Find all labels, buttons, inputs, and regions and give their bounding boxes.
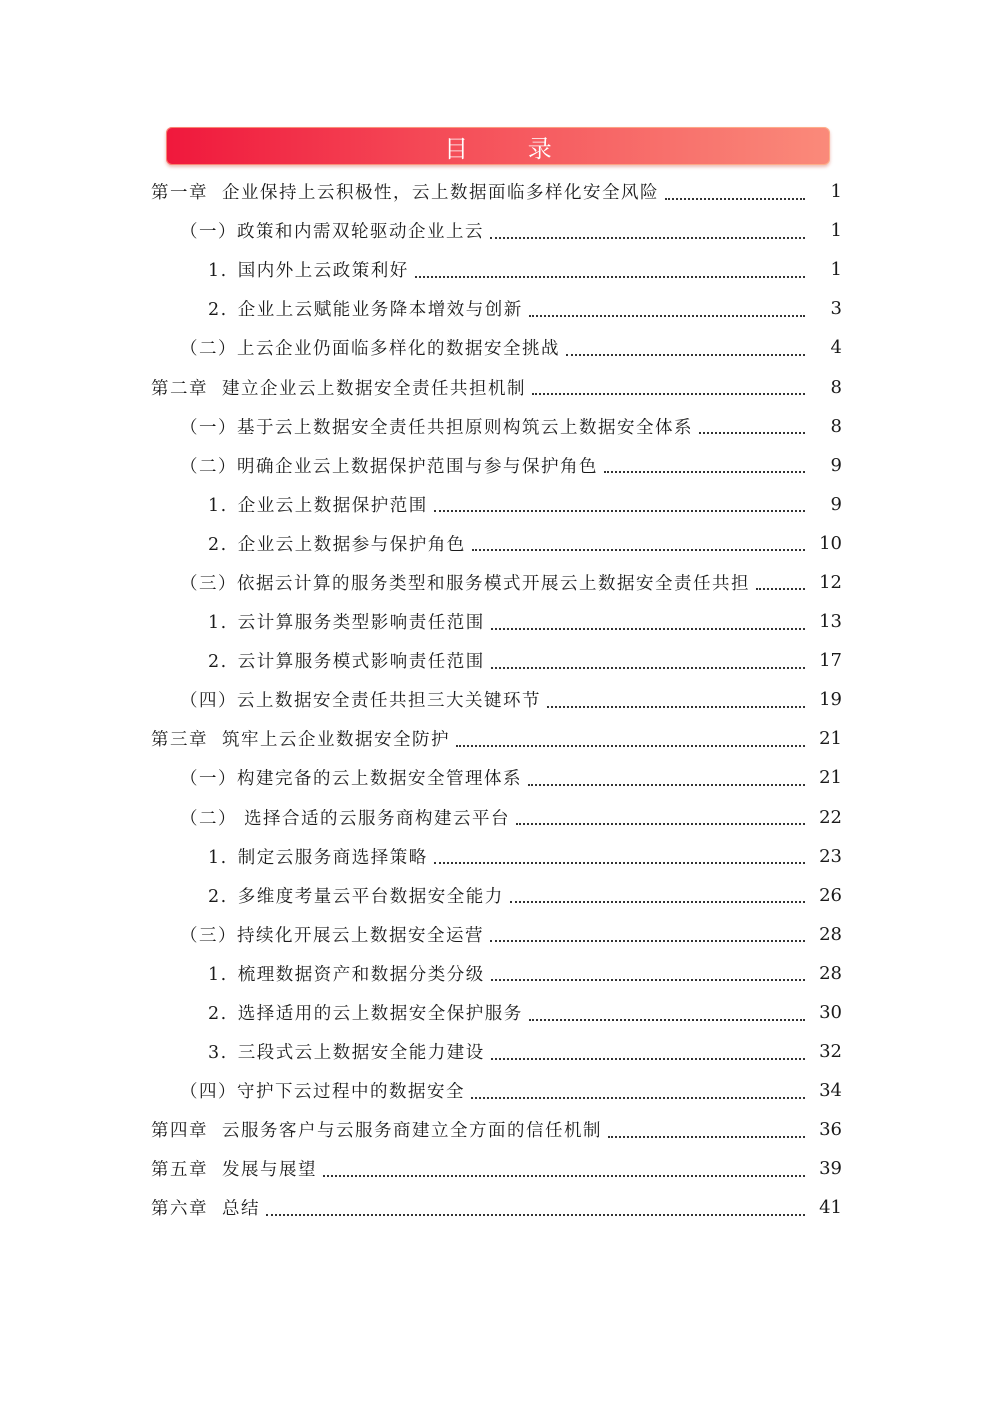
- toc-page-number: 3: [830, 298, 842, 320]
- toc-entry-label: [151, 1117, 602, 1142]
- toc-page-number: 26: [819, 884, 842, 906]
- toc-entry-label: [208, 1000, 523, 1025]
- toc-entry-text: 企业云上数据参与保护角色: [237, 534, 466, 555]
- toc-entry[interactable]: [0, 563, 992, 602]
- toc-entry-text: 国内外上云政策利好: [237, 261, 409, 282]
- toc-entry-text: （二）上云企业仍面临多样化的数据安全挑战: [180, 339, 560, 360]
- toc-page-number: 39: [819, 1158, 842, 1180]
- toc-page-number: 21: [819, 728, 842, 750]
- toc-entry[interactable]: [0, 172, 992, 211]
- toc-entry-text: （二） 选择合适的云服务商构建云平台: [180, 808, 511, 829]
- table-of-contents: [0, 172, 992, 1228]
- toc-entry-label: [180, 218, 484, 243]
- toc-entry-label: [208, 844, 428, 869]
- dot-leader: [456, 745, 805, 747]
- dot-leader: [490, 940, 805, 942]
- toc-entry[interactable]: [0, 602, 992, 641]
- toc-page-number: 36: [819, 1119, 842, 1141]
- toc-entry[interactable]: [0, 954, 992, 993]
- dot-leader: [490, 237, 805, 239]
- toc-page-number: 28: [819, 923, 842, 945]
- toc-entry-text: 制定云服务商选择策略: [237, 847, 428, 868]
- toc-entry-text: 企业上云赋能业务降本增效与创新: [237, 300, 523, 321]
- toc-entry-label: [180, 922, 484, 947]
- section-number: 2.: [208, 886, 228, 907]
- toc-entry-label: [151, 1195, 260, 1220]
- dot-leader: [415, 276, 805, 278]
- toc-page-number: 4: [830, 337, 842, 359]
- toc-entry-text: 三段式云上数据安全能力建设: [237, 1043, 485, 1064]
- chapter-number: 第三章: [151, 730, 208, 751]
- toc-page-number: 8: [830, 376, 842, 398]
- dot-leader: [434, 510, 805, 512]
- toc-entry-label: [151, 375, 526, 400]
- toc-page-number: 13: [819, 611, 842, 633]
- toc-entry[interactable]: [0, 289, 992, 328]
- toc-entry-label: [208, 609, 485, 634]
- toc-entry-text: 云计算服务类型影响责任范围: [237, 613, 485, 634]
- toc-entry-text: 企业云上数据保护范围: [237, 495, 428, 516]
- toc-page-number: 12: [819, 571, 842, 593]
- section-number: 1.: [208, 964, 228, 985]
- toc-title-banner: [166, 127, 830, 165]
- toc-entry[interactable]: [0, 1149, 992, 1188]
- toc-entry[interactable]: [0, 524, 992, 563]
- toc-entry[interactable]: [0, 719, 992, 758]
- toc-entry-label: [208, 648, 485, 673]
- chapter-number: 第一章: [151, 183, 208, 204]
- dot-leader: [323, 1175, 805, 1177]
- toc-entry-label: [208, 296, 523, 321]
- toc-entry-label: [208, 1039, 485, 1064]
- dot-leader: [566, 354, 805, 356]
- toc-entry-label: [180, 687, 541, 712]
- toc-page-number: 17: [819, 650, 842, 672]
- toc-entry-text: （一）政策和内需双轮驱动企业上云: [180, 222, 484, 243]
- toc-entry[interactable]: [0, 328, 992, 367]
- toc-entry-text: （一）基于云上数据安全责任共担原则构筑云上数据安全体系: [180, 417, 693, 438]
- toc-entry-label: [180, 570, 750, 595]
- toc-entry[interactable]: [0, 446, 992, 485]
- toc-entry-text: 企业保持上云积极性，云上数据面临多样化安全风险: [222, 183, 659, 204]
- toc-entry[interactable]: [0, 1071, 992, 1110]
- toc-entry[interactable]: [0, 1188, 992, 1227]
- dot-leader: [532, 393, 805, 395]
- chapter-number: 第六章: [151, 1199, 208, 1220]
- toc-entry-label: [151, 726, 450, 751]
- toc-entry-label: [180, 414, 693, 439]
- dot-leader: [699, 432, 805, 434]
- toc-entry-text: 梳理数据资产和数据分类分级: [237, 964, 485, 985]
- section-number: 1.: [208, 847, 228, 868]
- toc-entry[interactable]: [0, 1110, 992, 1149]
- toc-page-number: 23: [819, 845, 842, 867]
- dot-leader: [528, 784, 805, 786]
- dot-leader: [510, 901, 805, 903]
- chapter-number: 第四章: [151, 1121, 208, 1142]
- dot-leader: [472, 549, 805, 551]
- dot-leader: [491, 667, 805, 669]
- toc-entry[interactable]: [0, 367, 992, 406]
- toc-entry-text: 筑牢上云企业数据安全防护: [222, 730, 450, 751]
- toc-entry-label: [180, 1078, 465, 1103]
- toc-page-number: 32: [819, 1041, 842, 1063]
- toc-entry-text: 发展与展望: [222, 1160, 317, 1181]
- toc-entry-label: [180, 765, 522, 790]
- dot-leader: [491, 1058, 805, 1060]
- toc-entry[interactable]: [0, 211, 992, 250]
- toc-entry-text: （三）持续化开展云上数据安全运营: [180, 925, 484, 946]
- section-number: 1.: [208, 495, 228, 516]
- toc-entry-text: （二）明确企业云上数据保护范围与参与保护角色: [180, 456, 598, 477]
- dot-leader: [608, 1136, 805, 1138]
- toc-entry-label: [151, 1156, 317, 1181]
- toc-entry-text: 云服务客户与云服务商建立全方面的信任机制: [222, 1121, 602, 1142]
- section-number: 1.: [208, 613, 228, 634]
- toc-entry-label: [208, 883, 504, 908]
- toc-page-number: 21: [819, 767, 842, 789]
- toc-page-number: 28: [819, 962, 842, 984]
- toc-entry-label: [208, 492, 428, 517]
- toc-entry-text: （一）构建完备的云上数据安全管理体系: [180, 769, 522, 790]
- toc-entry-label: [180, 453, 598, 478]
- toc-title: 目 录: [444, 134, 578, 163]
- toc-entry-text: 云计算服务模式影响责任范围: [237, 652, 485, 673]
- toc-entry[interactable]: [0, 250, 992, 289]
- dot-leader: [756, 588, 805, 590]
- toc-page-number: 1: [830, 181, 842, 203]
- toc-entry-text: 选择适用的云上数据安全保护服务: [237, 1004, 523, 1025]
- toc-entry[interactable]: [0, 485, 992, 524]
- toc-page-number: 8: [830, 415, 842, 437]
- section-number: 3.: [208, 1043, 228, 1064]
- chapter-number: 第二章: [151, 378, 208, 399]
- toc-entry-text: 多维度考量云平台数据安全能力: [237, 886, 504, 907]
- toc-entry-label: [208, 531, 466, 556]
- chapter-number: 第五章: [151, 1160, 208, 1181]
- toc-page-number: 10: [819, 532, 842, 554]
- toc-entry[interactable]: [0, 1032, 992, 1071]
- section-number: 2.: [208, 534, 228, 555]
- toc-entry-label: [151, 179, 659, 204]
- toc-entry[interactable]: [0, 680, 992, 719]
- toc-page-number: 34: [819, 1080, 842, 1102]
- dot-leader: [529, 1019, 805, 1021]
- toc-entry[interactable]: [0, 758, 992, 797]
- toc-entry[interactable]: [0, 837, 992, 876]
- toc-entry-label: [208, 257, 409, 282]
- toc-entry-text: （四）守护下云过程中的数据安全: [180, 1082, 465, 1103]
- toc-entry[interactable]: [0, 993, 992, 1032]
- dot-leader: [516, 823, 805, 825]
- toc-page-number: 9: [830, 454, 842, 476]
- toc-entry-text: （四）云上数据安全责任共担三大关键环节: [180, 691, 541, 712]
- section-number: 2.: [208, 1004, 228, 1025]
- toc-page-number: 22: [819, 806, 842, 828]
- toc-page-number: 9: [830, 493, 842, 515]
- section-number: 2.: [208, 300, 228, 321]
- toc-entry-text: （三）依据云计算的服务类型和服务模式开展云上数据安全责任共担: [180, 573, 750, 594]
- dot-leader: [434, 862, 805, 864]
- section-number: 1.: [208, 261, 228, 282]
- dot-leader: [491, 628, 805, 630]
- dot-leader: [266, 1214, 805, 1216]
- dot-leader: [529, 315, 805, 317]
- dot-leader: [604, 471, 805, 473]
- dot-leader: [665, 198, 805, 200]
- section-number: 2.: [208, 652, 228, 673]
- toc-entry-text: 总结: [222, 1199, 260, 1220]
- toc-page-number: 41: [819, 1197, 842, 1219]
- toc-entry[interactable]: [0, 915, 992, 954]
- toc-entry[interactable]: [0, 876, 992, 915]
- toc-entry[interactable]: [0, 407, 992, 446]
- toc-page-number: 1: [830, 220, 842, 242]
- dot-leader: [491, 979, 805, 981]
- toc-entry-text: 建立企业云上数据安全责任共担机制: [222, 378, 526, 399]
- dot-leader: [547, 706, 805, 708]
- dot-leader: [471, 1097, 805, 1099]
- toc-page-number: 1: [830, 259, 842, 281]
- toc-entry-label: [208, 961, 485, 986]
- toc-entry-label: [180, 805, 510, 830]
- toc-entry[interactable]: [0, 641, 992, 680]
- toc-page-number: 19: [819, 689, 842, 711]
- toc-entry[interactable]: [0, 798, 992, 837]
- toc-entry-label: [180, 335, 560, 360]
- toc-page-number: 30: [819, 1002, 842, 1024]
